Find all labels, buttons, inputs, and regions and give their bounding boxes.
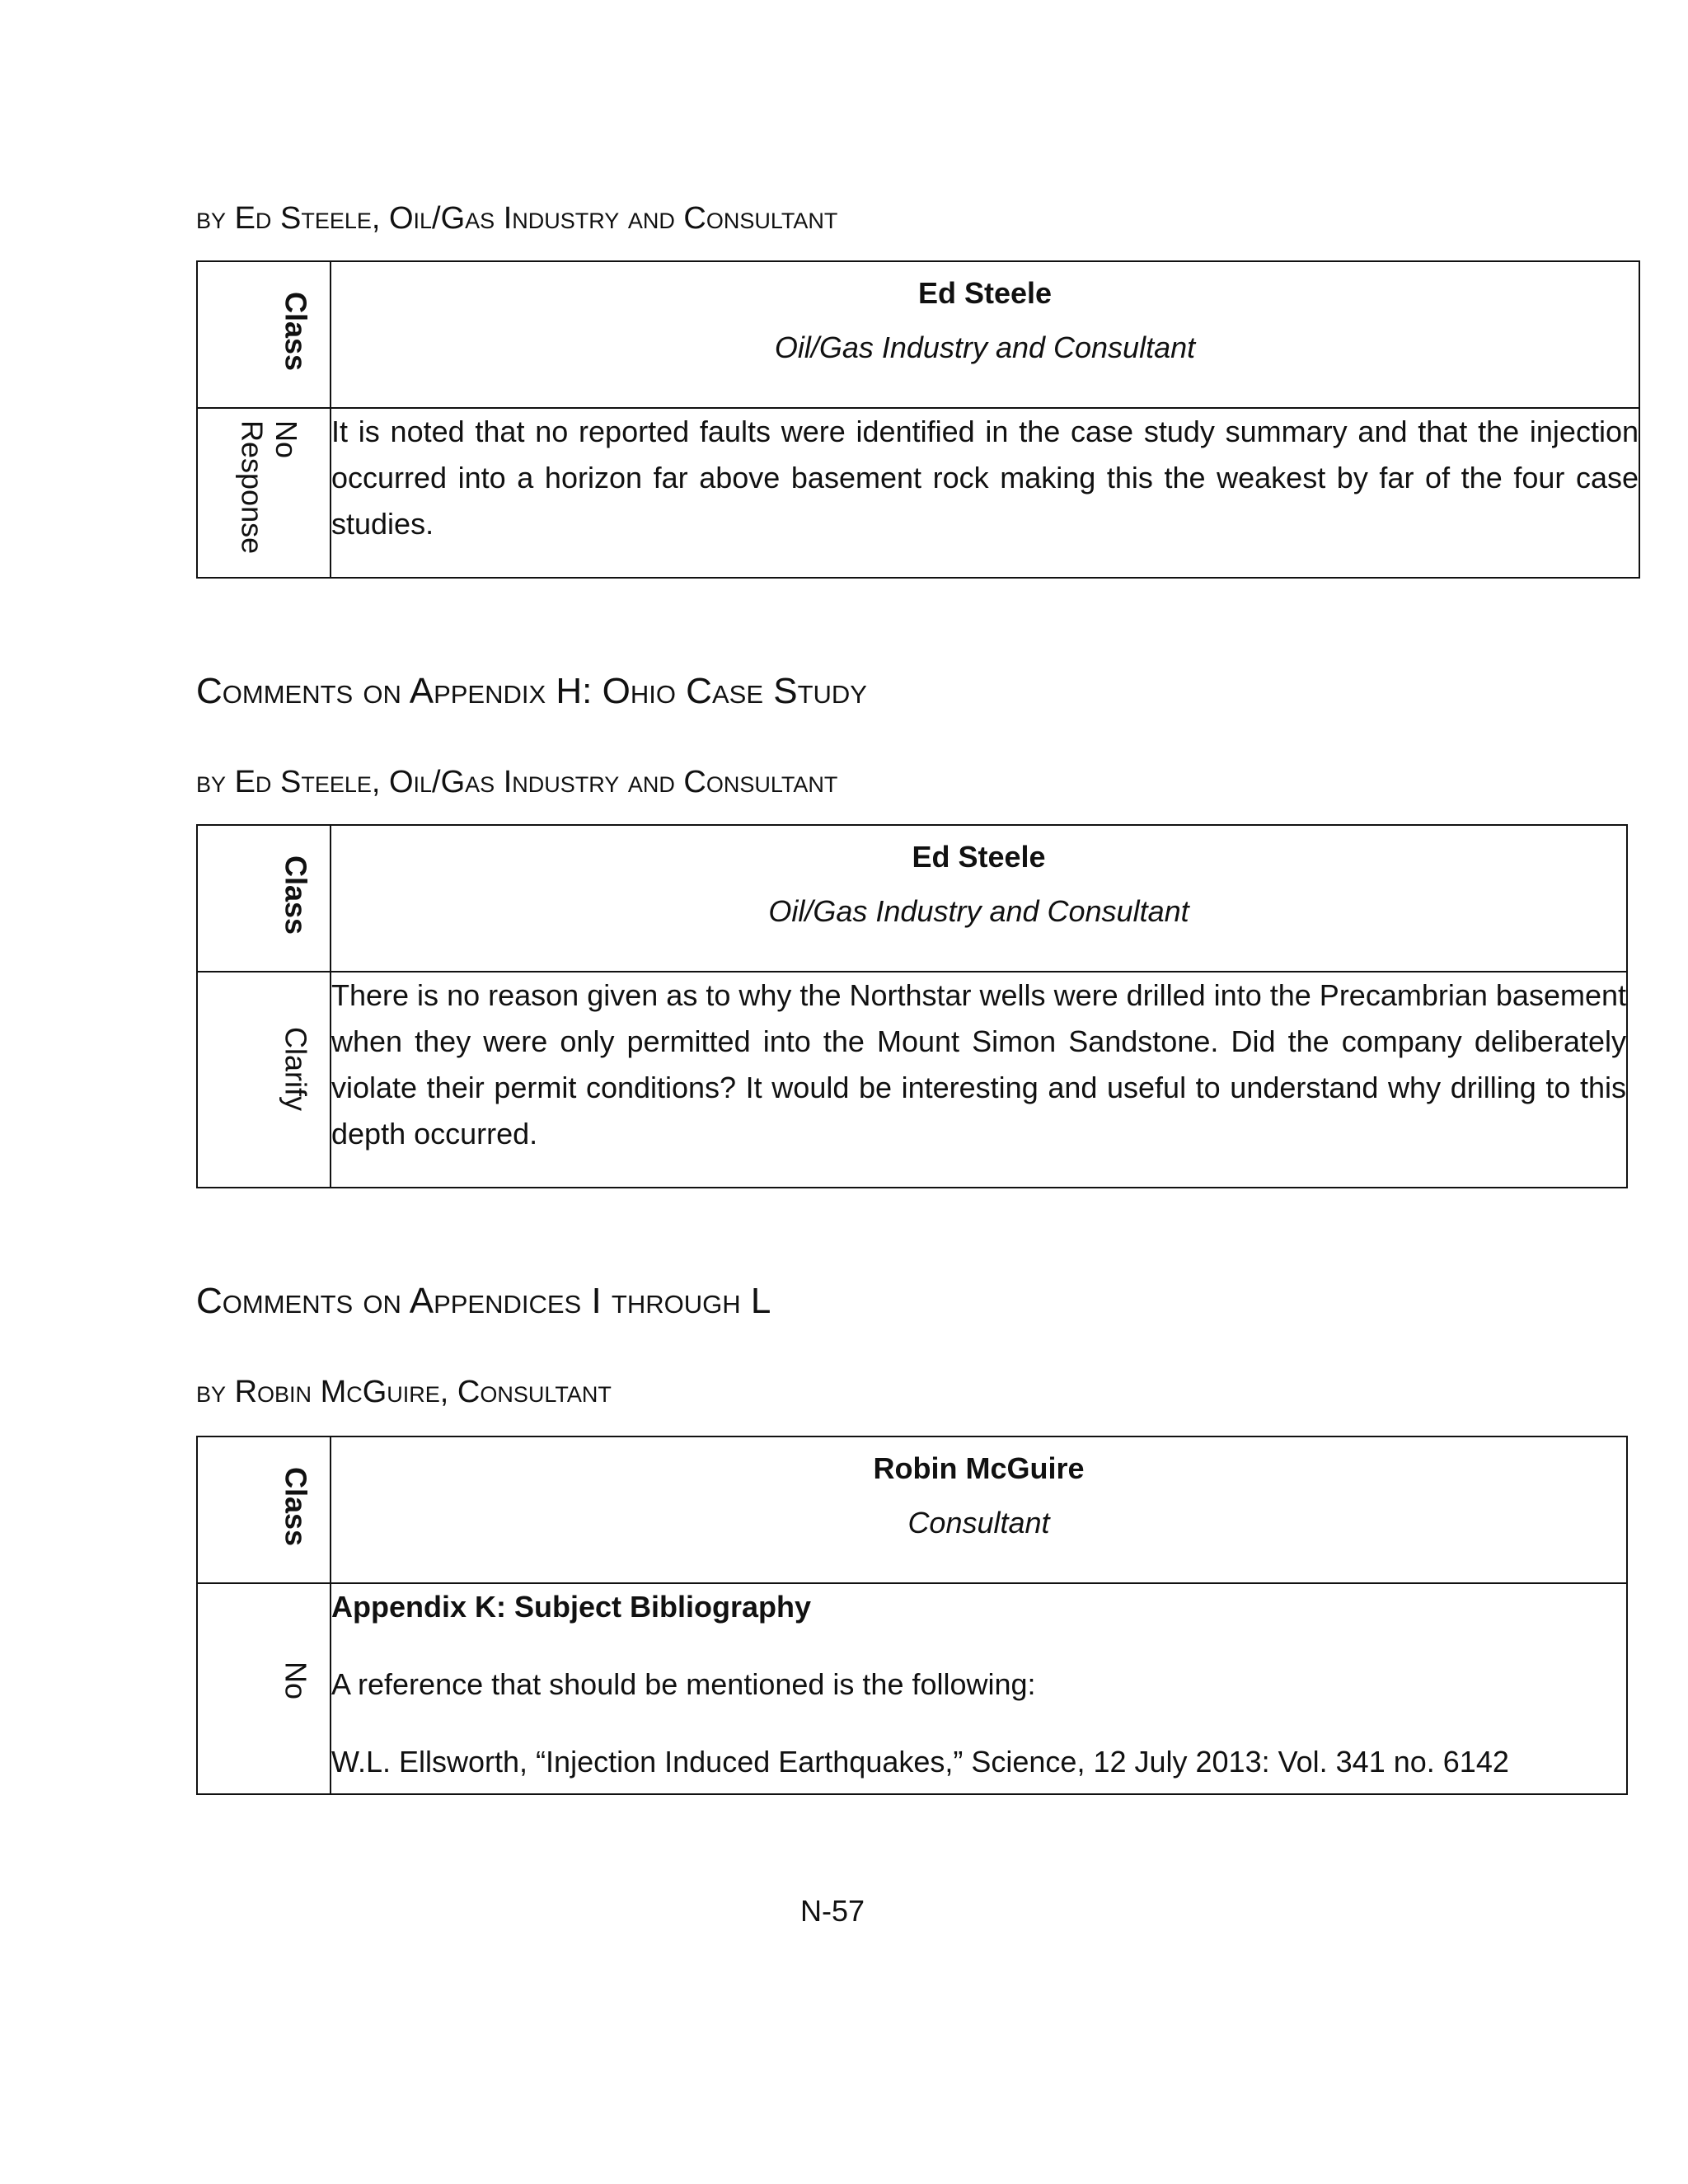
class-header-cell bbox=[197, 825, 331, 972]
comment-table-1 bbox=[196, 260, 1640, 579]
reviewer-role: Oil/Gas Industry and Consultant bbox=[768, 894, 1189, 928]
page-number: N-57 bbox=[799, 1894, 865, 1928]
classification-label: No Response bbox=[235, 420, 303, 555]
comment-cell bbox=[331, 408, 1639, 578]
byline-ed-steele-2: by Ed Steele, Oil/Gas Industry and Consultant bbox=[196, 765, 838, 799]
byline-robin-mcguire: by Robin McGuire, Consultant bbox=[196, 1375, 612, 1409]
classification-cell bbox=[197, 408, 331, 578]
reviewer-header-cell bbox=[331, 261, 1639, 408]
comment-text: There is no reason given as to why the Northstar wells were drilled into the Precambrian basement when they were only permitted into the Mount Simon Sandstone. Did the company deliberately violate their permit conditions? It would be interesting and useful to understand why drilling to this depth occurred. bbox=[331, 978, 1626, 1151]
class-header-cell bbox=[197, 261, 331, 408]
comment-text: It is noted that no reported faults were identified in the case study summary and that the injection occurred into a horizon far above basement rock making this the weakest by far of the four case studies. bbox=[331, 415, 1639, 541]
classification-label: No bbox=[279, 1661, 313, 1700]
reviewer-name: Ed Steele bbox=[912, 840, 1046, 874]
class-header-label: Class bbox=[279, 292, 313, 372]
reviewer-role: Oil/Gas Industry and Consultant bbox=[774, 330, 1196, 364]
reviewer-role: Consultant bbox=[907, 1506, 1050, 1540]
comment-cell bbox=[331, 972, 1627, 1188]
section-heading-appendices-i-l: Comments on Appendices I through L bbox=[196, 1281, 771, 1321]
comment-text: A reference that should be mentioned is the following: bbox=[331, 1667, 1036, 1701]
classification-cell bbox=[197, 1583, 331, 1794]
reviewer-name: Robin McGuire bbox=[873, 1451, 1085, 1485]
class-header-label: Class bbox=[279, 1467, 313, 1547]
reference-citation: W.L. Ellsworth, “Injection Induced Earthquakes,” Science, 12 July 2013: Vol. 341 no. 6142 bbox=[331, 1745, 1509, 1779]
byline-ed-steele-1: by Ed Steele, Oil/Gas Industry and Consultant bbox=[196, 201, 838, 236]
class-header-cell bbox=[197, 1436, 331, 1583]
classification-cell bbox=[197, 972, 331, 1188]
comment-table-2 bbox=[196, 824, 1628, 1188]
reviewer-name: Ed Steele bbox=[917, 276, 1053, 310]
comment-title: Appendix K: Subject Bibliography bbox=[331, 1590, 812, 1624]
class-header-label: Class bbox=[279, 855, 313, 935]
section-heading-appendix-h: Comments on Appendix H: Ohio Case Study bbox=[196, 671, 867, 711]
reviewer-header-cell bbox=[331, 825, 1627, 972]
classification-label: Clarify bbox=[279, 1027, 313, 1112]
reviewer-header-cell bbox=[331, 1436, 1627, 1583]
comment-table-3 bbox=[196, 1436, 1628, 1795]
comment-cell bbox=[331, 1583, 1627, 1794]
